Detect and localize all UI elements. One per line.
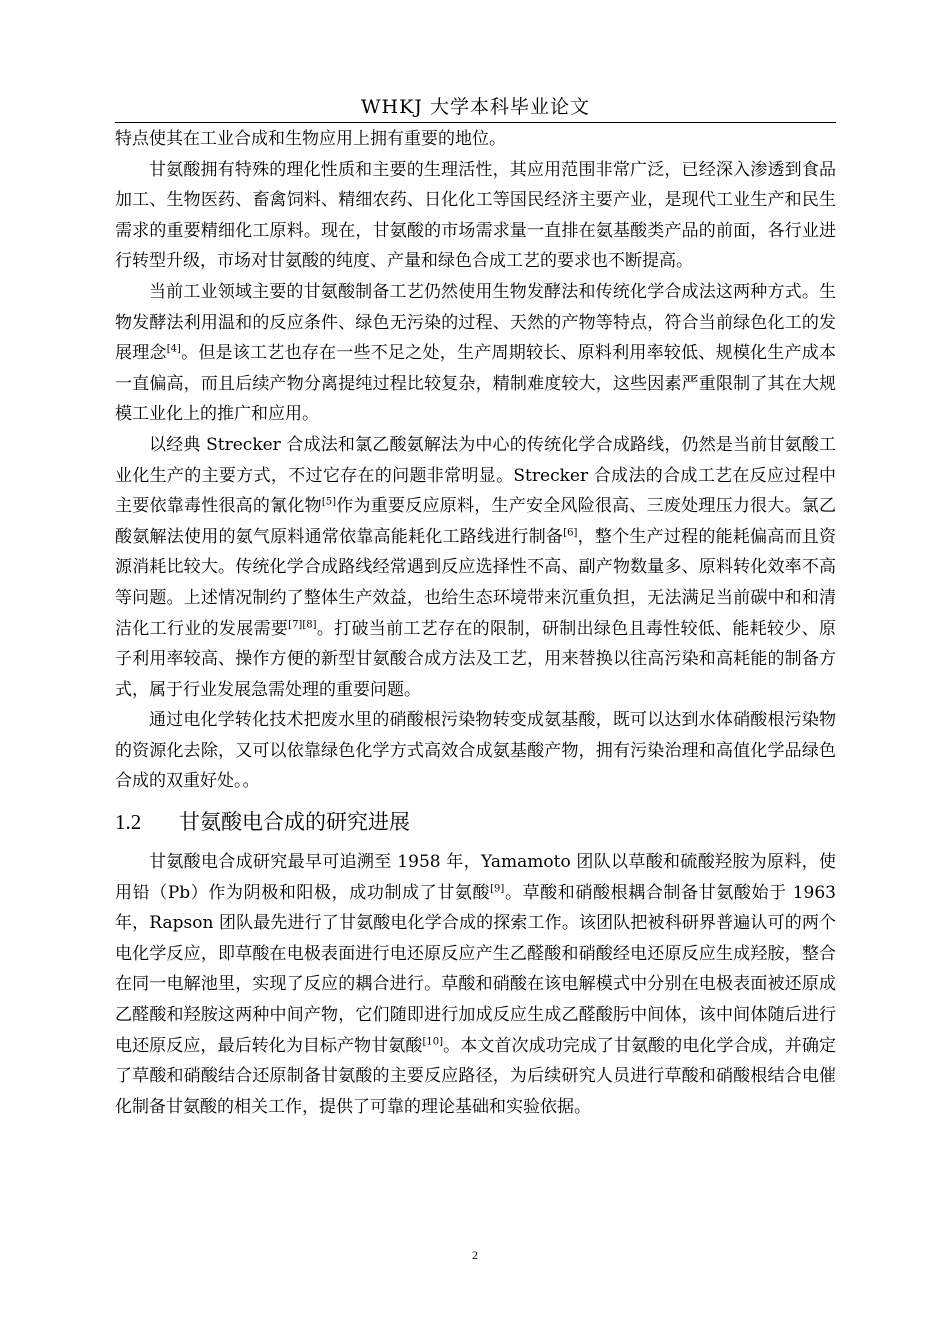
paragraph-text: 当前工业领域主要的甘氨酸制备工艺仍然使用生物发酵法和传统化学合成法这两种方式。生物发酵法利用温和的反应条件、绿色无污染的过程、天然的产物等特点，符合当前绿色化工的发展理念 [115, 281, 836, 364]
paragraph-text: 。但是该工艺也存在一些不足之处，生产周期较长、原料利用率较低、规模化生产成本一直偏高，而且后续产物分离提纯过程比较复杂，精制难度较大，这些因素严重限制了其在大规模工业化上的推广和应用。 [115, 343, 837, 425]
paragraph [115, 847, 836, 1122]
paragraph-text: 。本文首次成功完成了甘氨酸的电化学合成，并确定了草酸和硝酸结合还原制备甘氨酸的主要反应路径，为后续研究人员进行草酸和硝酸根结合电催化制备甘氨酸的相关工作，提供了可靠的理论基础和实验依据。 [115, 1035, 837, 1117]
citation: [9] [490, 883, 505, 894]
body-text [115, 124, 836, 1122]
paragraph-text: 作为重要反应原料，生产安全风险很高、三废处理压力很大。氯乙酸氨解法使用的氨气原料通常依靠高能耗化工路线进行制备 [115, 496, 837, 547]
paragraph-text: ，整个生产过程的能耗偏高而且资源消耗比较大。传统化学合成路线经常遇到反应选择性不高、副产物数量多、原料转化效率不高等问题。上述情况制约了整体生产效益，也给生态环境带来沉重负担，无法满足当前碳中和和清洁化工行业的发展需要 [115, 526, 837, 639]
running-header: WHKJ 大学本科毕业论文 [361, 96, 590, 118]
paragraph-text: 以经典 Strecker 合成法和氯乙酸氨解法为中心的传统化学合成路线，仍然是当前甘氨酸工业化生产的主要方式，不过它存在的问题非常明显。Strecker 合成法的合成工艺在反应过程中主要依靠毒性很高的氰化物 [115, 434, 836, 517]
section-number: 1.2 [115, 810, 142, 835]
paragraph-text: 甘氨酸电合成研究最早可追溯至 1958 年，Yamamoto 团队以草酸和硫酸羟胺为原料，使用铅（Pb）作为阴极和阳极，成功制成了甘氨酸 [115, 852, 836, 903]
page-number: 2 [472, 1248, 478, 1262]
citation: [7][8] [288, 618, 317, 630]
citation: [6] [563, 527, 578, 539]
citation: [4] [166, 343, 181, 355]
paragraph [115, 277, 836, 430]
paragraph-text: 。草酸和硝酸根耦合制备甘氨酸始于 1963 年，Rapson 团队最先进行了甘氨酸电化学合成的探索工作。该团队把被科研界普遍认可的两个电化学反应，即草酸在电极表面进行电还原反应产生乙醛酸和硝酸经电还原反应生成羟胺，整合在同一电解池里，实现了反应的耦合进行。草酸和硝酸在该电解模式中分别在电极表面被还原成乙醛酸和羟胺这两种中间产物，它们随即进行加成反应生成乙醛酸肟中间体，该中间体随后进行电还原反应，最后转化为目标产物甘氨酸 [115, 882, 836, 1056]
citation: [10] [422, 1035, 444, 1047]
section-title: 甘氨酸电合成的研究进展 [179, 810, 410, 835]
paragraph-continued: 特点使其在工业合成和生物应用上拥有重要的地位。 [115, 129, 506, 149]
header-rule [115, 122, 836, 123]
section-heading [115, 807, 836, 837]
paragraph-text: 。打破当前工艺存在的限制，研制出绿色且毒性较低、能耗较少、原子利用率较高、操作方便的新型甘氨酸合成方法及工艺，用来替换以往高污染和高耗能的制备方式，属于行业发展急需处理的重要问题。 [115, 618, 837, 700]
citation: [5] [321, 496, 337, 508]
paragraph: 通过电化学转化技术把废水里的硝酸根污染物转变成氨基酸，既可以达到水体硝酸根污染物的资源化去除，又可以依靠绿色化学方式高效合成氨基酸产物，拥有污染治理和高值化学品绿色合成的双重好处。。 [115, 710, 836, 792]
paragraph: 甘氨酸拥有特殊的理化性质和主要的生理活性，其应用范围非常广泛，已经深入渗透到食品加工、生物医药、畜禽饲料、精细农药、日化化工等国民经济主要产业，是现代工业生产和民生需求的重要精细化工原料。现在，甘氨酸的市场需求量一直排在氨基酸类产品的前面，各行业进行转型升级，市场对甘氨酸的纯度、产量和绿色合成工艺的要求也不断提高。 [115, 159, 836, 272]
paragraph [115, 430, 836, 705]
